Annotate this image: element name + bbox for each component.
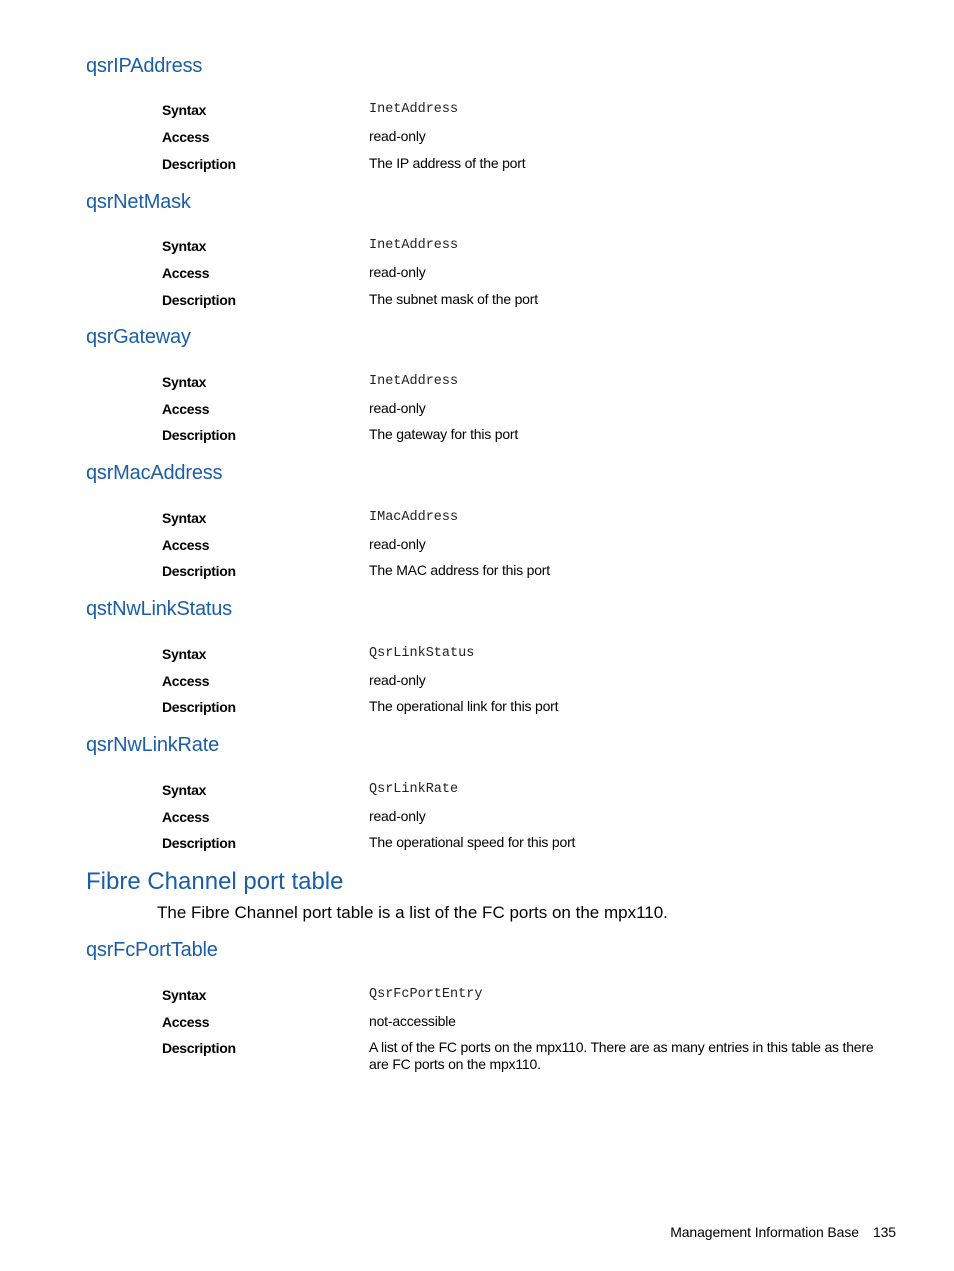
syntax-value: InetAddress: [369, 102, 459, 117]
description-label: Description: [162, 699, 236, 715]
page-number: 135: [872, 1224, 896, 1240]
section-title-qsrgateway: qsrGateway: [86, 326, 191, 348]
syntax-label: Syntax: [162, 374, 207, 390]
description-value: The operational speed for this port: [369, 834, 576, 850]
access-label: Access: [162, 129, 210, 145]
access-value: read-only: [369, 536, 426, 552]
access-value: read-only: [369, 128, 426, 144]
access-label: Access: [162, 265, 210, 281]
description-label: Description: [162, 835, 236, 851]
description-value: A list of the FC ports on the mpx110. There are as many entries in this table as there are FC ports on the mpx110.: [369, 1039, 874, 1072]
description-label: Description: [162, 427, 236, 443]
description-label: Description: [162, 563, 236, 579]
syntax-value: QsrLinkRate: [369, 782, 459, 797]
page-footer: [670, 1223, 896, 1241]
access-label: Access: [162, 673, 210, 689]
access-value: read-only: [369, 672, 426, 688]
access-label: Access: [162, 1014, 210, 1030]
section-title-qsrnetmask: qsrNetMask: [86, 191, 191, 213]
section-title-qsrfcporttable: qsrFcPortTable: [86, 939, 218, 961]
access-value: read-only: [369, 808, 426, 824]
section-title-qstnwlinkstatus: qstNwLinkStatus: [86, 598, 232, 620]
access-label: Access: [162, 401, 210, 417]
access-label: Access: [162, 537, 210, 553]
description-value: The operational link for this port: [369, 698, 559, 714]
section-heading-fibre-channel: Fibre Channel port table: [86, 868, 344, 895]
syntax-value: InetAddress: [369, 238, 459, 253]
syntax-label: Syntax: [162, 987, 207, 1003]
footer-text: Management Information Base: [670, 1224, 859, 1240]
description-value: The subnet mask of the port: [369, 291, 538, 307]
description-label: Description: [162, 1040, 236, 1056]
syntax-label: Syntax: [162, 238, 207, 254]
section-intro: The Fibre Channel port table is a list of the FC ports on the mpx110.: [157, 903, 668, 922]
access-value: read-only: [369, 400, 426, 416]
syntax-label: Syntax: [162, 782, 207, 798]
access-value: read-only: [369, 264, 426, 280]
syntax-value: InetAddress: [369, 374, 459, 389]
description-value: The IP address of the port: [369, 155, 526, 171]
syntax-label: Syntax: [162, 510, 207, 526]
description-value: The gateway for this port: [369, 426, 519, 442]
section-title-qsrnwlinkrate: qsrNwLinkRate: [86, 734, 220, 756]
description-value: The MAC address for this port: [369, 562, 550, 578]
access-label: Access: [162, 809, 210, 825]
syntax-label: Syntax: [162, 102, 207, 118]
description-label: Description: [162, 292, 236, 308]
syntax-value: IMacAddress: [369, 510, 459, 525]
section-title-qsrmacaddress: qsrMacAddress: [86, 462, 223, 484]
description-label: Description: [162, 156, 236, 172]
access-value: not-accessible: [369, 1013, 456, 1029]
syntax-label: Syntax: [162, 646, 207, 662]
section-title-qsripaddress: qsrIPAddress: [86, 55, 203, 77]
syntax-value: QsrFcPortEntry: [369, 987, 483, 1002]
syntax-value: QsrLinkStatus: [369, 646, 475, 661]
